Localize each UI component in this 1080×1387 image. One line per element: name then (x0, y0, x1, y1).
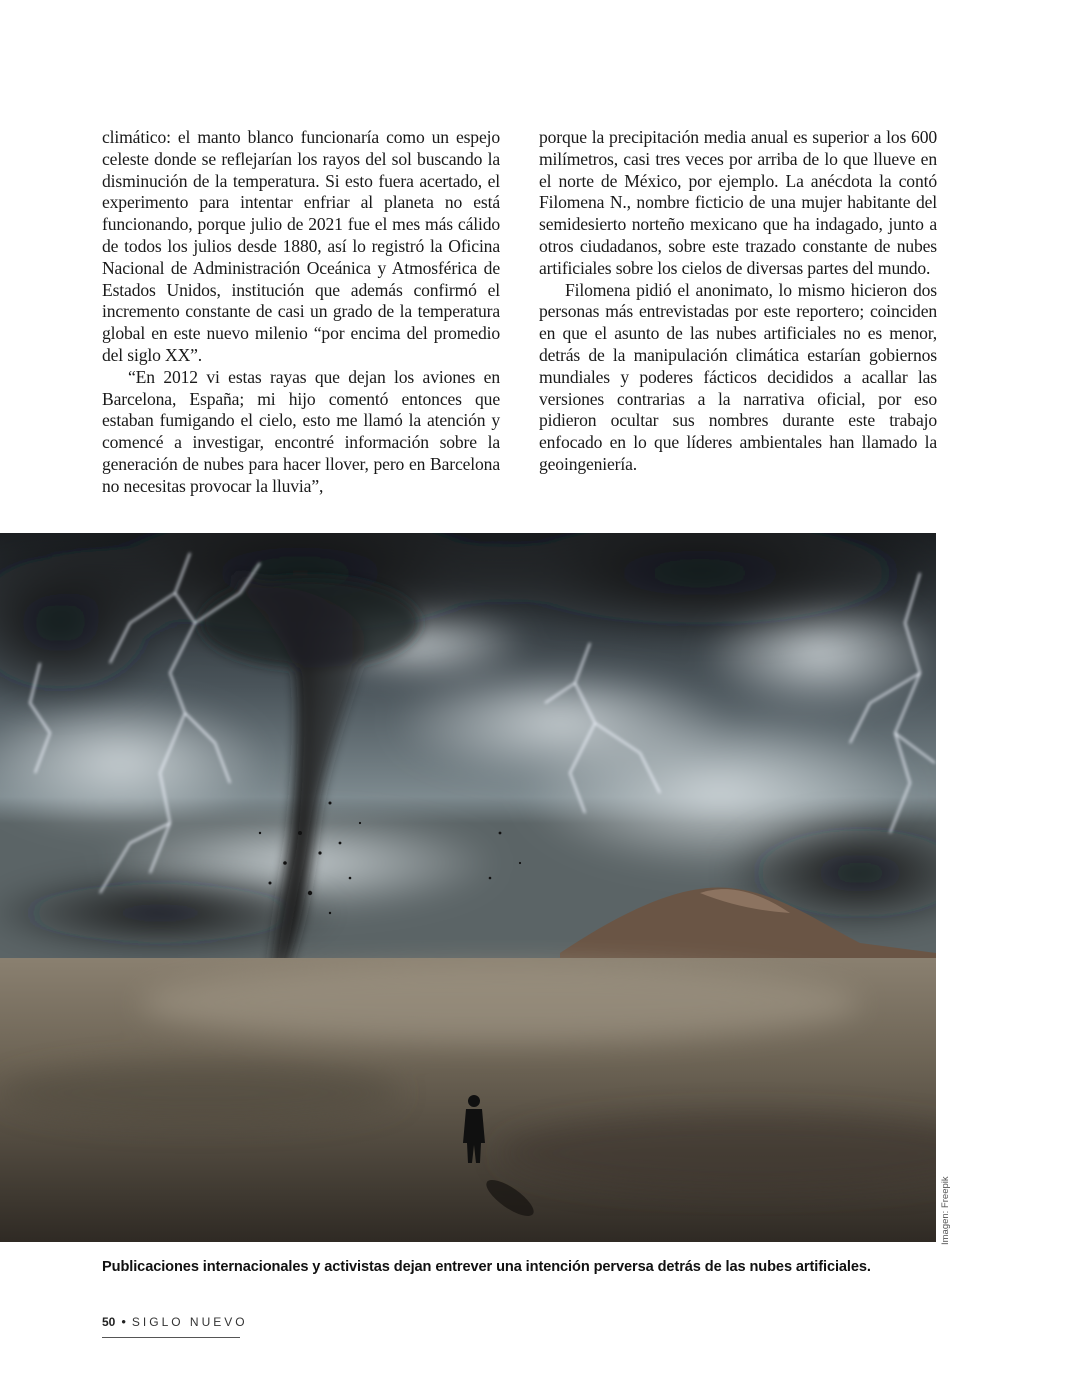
article-paragraph: Filomena pidió el anonimato, lo mismo hicieron dos personas más entrevistadas por este reportero; coinciden en que el asunto de las nubes artificiales no es menor, detrás de la manipulación climática estarían gobiernos mundiales y poderes fácticos decididos a acallar las versiones contrarias a la narrativa oficial, por eso pidieron ocultar sus nombres durante este trabajo enfocado en lo que líderes ambientales han llamado la geoingeniería. (539, 279, 937, 474)
image-caption: Publicaciones internacionales y activistas dejan entrever una intención perversa detrás de las nubes artificiales. (102, 1259, 871, 1275)
article-column-right (539, 127, 937, 476)
footer-separator: • (121, 1314, 126, 1329)
article-column-left (102, 127, 500, 498)
footer-rule (102, 1337, 240, 1338)
magazine-name: SIGLO NUEVO (131, 1314, 248, 1329)
page-footer (102, 1314, 248, 1329)
article-paragraph: porque la precipitación media anual es superior a los 600 milímetros, casi tres veces por arriba de lo que llueve en el norte de México, por ejemplo. La anécdota la contó Filomena N., nombre ficticio de una mujer habitante del semidesierto norteño mexicano que ha indagado, junto a otros ciudadanos, sobre este trazado constante de nubes artificiales sobre los cielos de diversas partes del mundo. (539, 127, 937, 278)
page-number: 50 (102, 1314, 116, 1329)
image-credit: Imagen: Freepik (940, 1176, 951, 1245)
article-photo (0, 533, 936, 1242)
storm-tornado-desert-illustration (0, 533, 936, 1242)
article-paragraph: “En 2012 vi estas rayas que dejan los aviones en Barcelona, España; mi hijo comentó entonces que estaban fumigando el cielo, esto me llamó la atención y comencé a investigar, encontré información sobre la generación de nubes para hacer llover, pero en Barcelona no necesitas provocar la lluvia”, (102, 366, 500, 496)
article-paragraph: climático: el manto blanco funcionaría como un espejo celeste donde se reflejarían los rayos del sol buscando la disminución de la temperatura. Si esto fuera acertado, el experimento para intentar enfriar al planeta no está funcionando, porque julio de 2021 fue el mes más cálido de todos los julios desde 1880, así lo registró la Oficina Nacional de Administración Oceánica y Atmosférica de Estados Unidos, institución que además confirmó el incremento constante de casi un grado de la temperatura global en este nuevo milenio “por encima del promedio del siglo XX”. (102, 127, 500, 365)
